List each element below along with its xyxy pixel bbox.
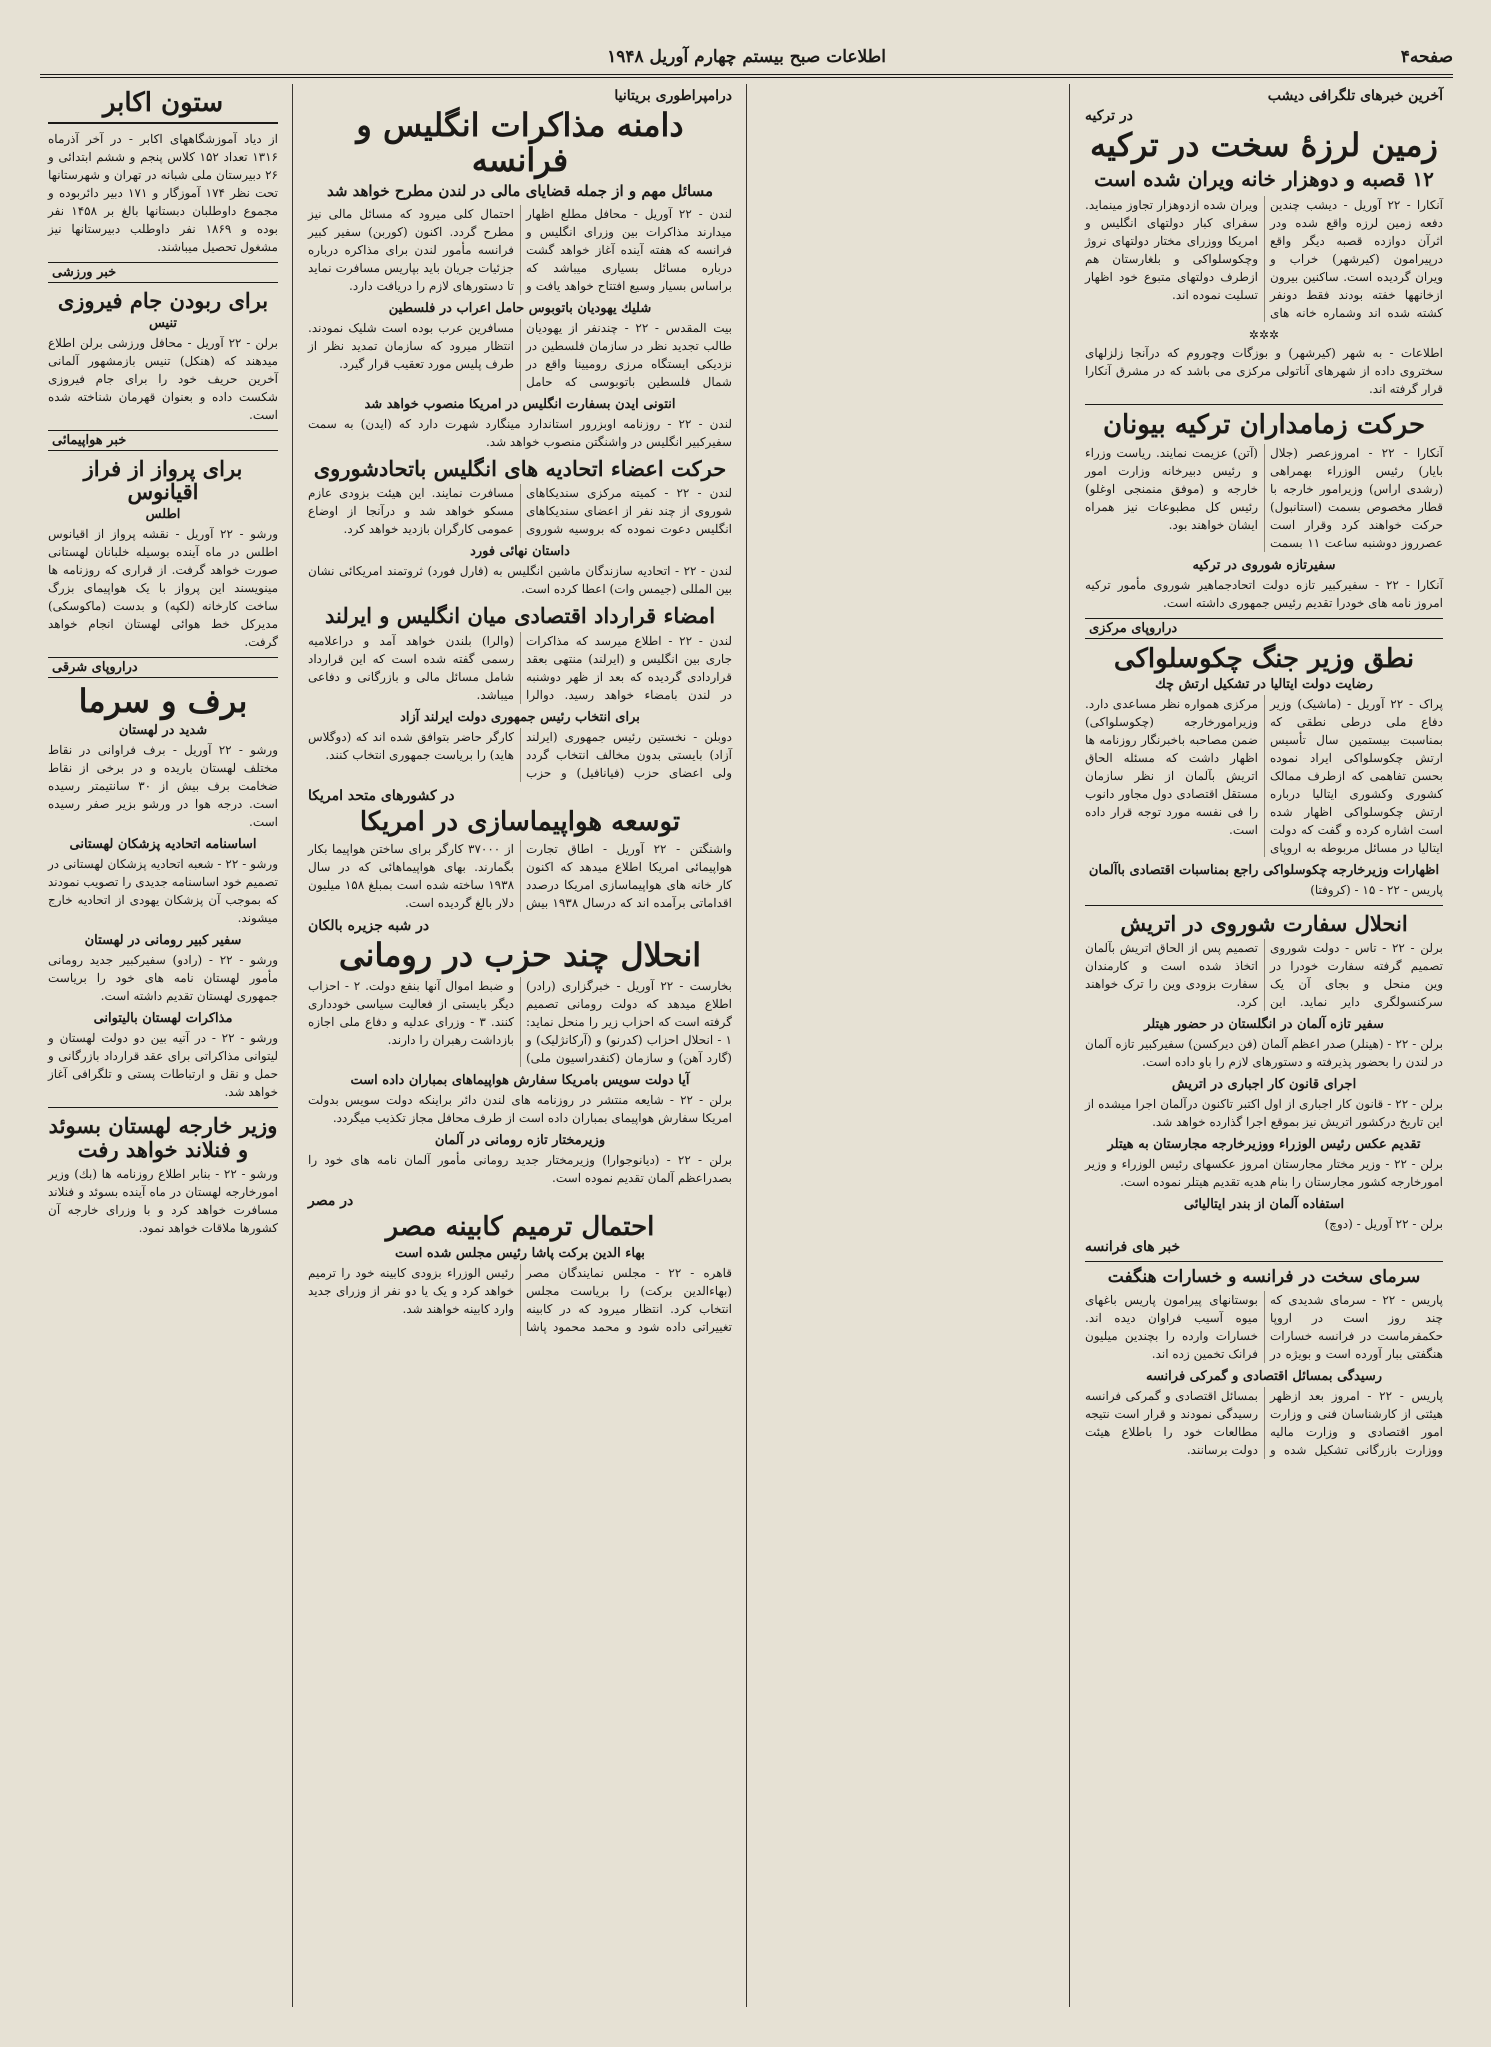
article-body: لندن - ۲۲ - اتحادیه سازندگان ماشین انگلیس به (فارل فورد) ثروتمند امریکائی نشان بین المللی (جیمس وات) اعطا کرده است. xyxy=(308,564,732,597)
headline-anglo-french-talks: دامنه مذاکرات انگلیس و فرانسه xyxy=(356,106,684,180)
article-body: پاریس - ۲۲ - ۱۵ - (کروفتا) xyxy=(1310,883,1443,898)
headline-turkish-leaders: حرکت زمامداران ترکیه بیونان xyxy=(1102,410,1426,441)
subheadline: اساسنامه اتحادیه پزشکان لهستانی xyxy=(69,837,257,853)
article-body: برلن - ۲۲ - قانون کار اجباری از اول اکتبر تاکنون درآلمان اجرا میشده از این تاریخ درکشور اتریش نیز بموقع اجرا گذارده خواهد شد. xyxy=(1085,1097,1443,1130)
headline-czech-minister: نطق وزیر جنگ چکوسلواکی xyxy=(1113,643,1415,674)
masthead: اطلاعات صبح بیستم چهارم آوریل ۱۹۴۸ xyxy=(607,47,886,67)
divider xyxy=(1085,905,1443,906)
article-body: دوبلن - نخستین رئیس جمهوری (ایرلند آزاد) بایستی بدون مخالف انتخاب گردد ولی اعضای حزب (فیانافیل) و حزب کارگر حاضر بتوافق شده اند که (دوگلاس هاید) را بریاست جمهوری انتخاب کنند. xyxy=(308,729,732,780)
article-body: برلن - ۲۲ آوریل - محافل ورزشی برلن اطلاع میدهند که (هنکل) تنیس بازمشهور آلمانی آخرین حریف خود را برای جام فیروزی شکست داده و بعنوان قهرمان شناخته شده است. xyxy=(48,336,278,423)
page-number: صفحه۴ xyxy=(1400,47,1453,67)
page-header xyxy=(40,40,1453,78)
subheadline: تنیس xyxy=(148,316,178,332)
article-body: برلن - ۲۲ - تاس - دولت شوروی تصمیم گرفته سفارت خودرا در وین منحل و بجای آن یک سرکنسولگری دایر نماید. این تصمیم پس از الحاق اتریش بآلمان اتخاذ شده است و کارمندان سفارت بزودی وین را ترک خواهند کرد. xyxy=(1085,941,1444,1010)
subheadline: بهاء الدین برکت پاشا رئیس مجلس شده است xyxy=(395,1245,645,1261)
subheadline: شدید در لهستان xyxy=(118,723,208,739)
section-label: در ترکیه xyxy=(1085,108,1133,124)
section-label: دراروپای مرکزی xyxy=(1085,618,1443,639)
subheadline: اطلس xyxy=(145,507,181,523)
subheadline: ۱۲ قصبه و دوهزار خانه ویران شده است xyxy=(1094,167,1434,192)
subheadline: رسیدگی بمسائل اقتصادی و گمرکی فرانسه xyxy=(1145,1369,1383,1385)
column-divider xyxy=(292,84,293,2007)
divider xyxy=(1085,1261,1443,1262)
headline-polish-fm: وزیر خارجه لهستان بسوئد و فنلاند خواهد رفت xyxy=(48,1113,278,1162)
article-body: بیت المقدس - ۲۲ - چندنفر از یهودیان طالب تجدید نظر در سازمان فلسطین در نزدیکی ایستگاه مرزی رومیینا واقع در شمال فلسطین باتوبوسی که حامل مسافرین عرب بوده است شلیک نمودند. انتظار میرود که سازمان تمدید نظر از طرف پلیس مورد تعقیب قرار گیرد. xyxy=(308,321,732,390)
article-body: ورشو - ۲۲ - شعبه اتحادیه پزشکان لهستانی در تصمیم خود اساسنامه جدیدی را تصویب نمودند که بموجب آن پزشکان یهودی از اتحادیه خارج میشوند. xyxy=(48,857,279,926)
subheadline: تقدیم عکس رئیس الوزراء ووزیرخارجه مجارستان به هیتلر xyxy=(1107,1137,1421,1153)
subheadline: سفیرتازه شوروی در ترکیه xyxy=(1192,557,1336,573)
headline-turkey-quake: زمین لرزهٔ سخت در ترکیه xyxy=(1090,126,1438,164)
article-body: ورشو - ۲۲ آوریل - برف فراوانی در نقاط مختلف لهستان باریده و در برخی از نقاط ضخامت برف بیش از ۳۰ سانتیمتر رسیده است. درجه هوا در ورشو بزیر صفر رسیده است. xyxy=(48,743,278,830)
headline-unions: حرکت اعضاء اتحادیه های انگلیس باتحادشوروی xyxy=(313,456,727,482)
article-body: لندن - ۲۲ آوریل - محافل مطلع اظهار میدارند مذاکرات بین وزرای انگلیس و فرانسه که هفته آینده آغاز خواهد گشت درباره مسائل بسیاری میباشد که براساس بسیار وسیع افتتاح خواهد یافت و احتمال کلی میرود که مسائل مالی نیز مطرح گردد. اکنون (کوربن) سفیر کبیر فرانسه مأمور لندن برای مذاکره درباره جزئیات جریان باید بپاریس مسافرت نماید تا دستورهای لازم را دریافت دارد. xyxy=(308,207,732,294)
article-body: واشنگتن - ۲۲ آوریل - اطاق تجارت هواپیمائی امریکا اطلاع میدهد که اکنون کار خانه های هواپیماسازی امریکا درصدد اقداماتی برآمده اند که درسال ۱۹۳۸ بیش از ۳۷۰۰۰ کارگر برای ساختن هواپیما بکار بگمارند. بهای هواپیماهائی که در سال ۱۹۳۸ ساخته شده است بمبلغ ۱۵۸ میلیون دلار بالغ گردیده است. xyxy=(308,842,732,911)
section-label: در کشورهای متحد امریکا xyxy=(308,787,455,804)
subheadline: سفیر تازه آلمان در انگلستان در حضور هیتلر xyxy=(1144,1017,1384,1033)
article-body: از دیاد آموزشگاههای اکابر - در آخر آذرماه ۱۳۱۶ تعداد ۱۵۲ کلاس پنجم و ششم ابتدائی و ۲۶ دبیرستان ملی شبانه در تهران و شهرستانها تحت نظر ۱۷۴ آموزگار و ۱۷۱ دبیر دائربوده و مجموع داوطلبان دبستانها بالغ بر ۱۴۵۸ نفر بوده و ۱۸۶۹ نفر داوطلب دبیرستانها نیز مشغول تحصیل میباشند. xyxy=(48,132,278,254)
subheadline: آیا دولت سویس بامریکا سفارش هواپیماهای بمباران داده است xyxy=(350,1073,690,1089)
article-body: برلن - ۲۲ - وزیر مختار مجارستان امروز عکسهای رئیس الوزراء و وزیر امورخارجه کشور مجارستان را بنام هدیه تقدیم هیتلر نموده است. xyxy=(1085,1157,1444,1190)
article-body: برلن - ۲۲ - شایعه منتشر در روزنامه های لندن دائر براینکه دولت سویس بدولت امریکا سفارش هواپیمای بمباران داده است از طرف محافل مجاز تکذیب میگردد. xyxy=(308,1093,733,1126)
article-body: لندن - ۲۲ - اطلاع میرسد که مذاکرات جاری بین انگلیس و (ایرلند) منتهی بعقد قراردادی گردیده که بعد از ظهر دوشنبه در لندن بامضاء خواهد رسید. دوالرا (والرا) بلندن خواهد آمد و دراعلامیه رسمی گفته شده است که این قرارداد شامل مسائل مالی و بازرگانی و دفاعی میباشد. xyxy=(308,633,732,702)
headline-france-cold: سرمای سخت در فرانسه و خسارات هنگفت xyxy=(1107,1267,1421,1288)
subheadline: مسائل مهم و از جمله قضایای مالی در لندن مطرح خواهد شد xyxy=(326,182,714,201)
section-label: درامپراطوری بریتانیا xyxy=(614,88,732,104)
headline-atlantic: برای پرواز از فراز اقیانوس xyxy=(83,456,243,505)
separator-stars: ✲✲✲ xyxy=(1248,328,1280,343)
column-adult-education xyxy=(38,84,288,2007)
subheadline: برای انتخاب رئیس جمهوری دولت ایرلند آزاد xyxy=(400,709,640,725)
article-body: ورشو - ۲۲ آوریل - نقشه پرواز از اقیانوس اطلس در ماه آینده بوسیله خلبانان لهستانی صورت خواهد گرفت. از قراری که روزنامه ها مینویسند این پرواز با یک هواپیمای بزرگ ساخت کارخانه (لکپه) و بدست (ماکوسکی) مدیرکل خط هوائی لهستان انجام خواهد گرفت. xyxy=(48,527,278,650)
subheadline: رضایت دولت ایتالیا در تشکیل ارتش چك xyxy=(1155,677,1373,693)
article-body: بخارست - ۲۲ آوریل - خبرگزاری (رادر) اطلاع میدهد که دولت رومانی تصمیم گرفته است که احزاب زیر را منحل نماید: ۱ - انحلال احزاب (کدرنو) و (آرکانژلیک) و (گارد آهن) و سازمان (کنفدراسیون ملی) و ضبط اموال آنها بنفع دولت. ۲ - احزاب دیگر بایستی از فعالیت سیاسی خودداری کنند. ۳ - وزرای عدلیه و دفاع ملی اجازه بازداشت رهبران را دارند. xyxy=(308,979,733,1066)
headline-austria: انحلال سفارت شوروی در اتریش xyxy=(1120,911,1408,937)
headline-romania-parties: انحلال چند حزب در رومانی xyxy=(338,936,702,975)
headline-tennis: برای ربودن جام فیروزی xyxy=(57,288,269,313)
column-header: ستون اکابر xyxy=(48,88,278,124)
column-empire-news xyxy=(298,84,742,2007)
article-body: ورشو - ۲۲ - (رادو) سفیرکبیر جدید رومانی مأمور لهستان نامه های خود را بریاست جمهوری لهستان تقدیم داشته است. xyxy=(48,953,278,1004)
subheadline: اجرای قانون کار اجباری در اتریش xyxy=(1171,1077,1357,1093)
headline-egypt-cabinet: احتمال ترمیم کابینه مصر xyxy=(385,1212,655,1243)
subheadline: انتونی ایدن بسفارت انگلیس در امریکا منصوب خواهد شد xyxy=(364,397,676,413)
article-body: قاهره - ۲۲ - مجلس نمایندگان مصر (بهاءالدین برکت) را بریاست مجلس انتخاب کرد. انتظار میرود که در کابینه تغییراتی داده شود و محمد محمود پاشا رئیس الوزراء بزودی کابینه خود را ترمیم خواهد کرد و یک یا دو نفر از وزرای جدید وارد کابینه خواهند شد. xyxy=(308,1265,732,1334)
section-label: خبر ورزشی xyxy=(48,262,278,283)
headline-us-aircraft: توسعه هواپیماسازی در امریکا xyxy=(359,806,681,837)
article-body: پاریس - ۲۲ - سرمای شدیدی که چند روز است در اروپا حکمفرماست در فرانسه خسارات هنگفتی ببار آورده است و بویژه در بوستانهای پیرامون پاریس باغهای میوه آسیب فراوان دیده اند. خسارات وارده را بچندین میلیون فرانک تخمین زده اند. xyxy=(1085,1293,1443,1362)
article-body: پاریس - ۲۲ - امروز بعد ازظهر هیئتی از کارشناسان فنی و وزارت امور اقتصادی و وزارت مالیه ووزارت بازرگانی تشکیل شده و بمسائل اقتصادی و گمرکی فرانسه رسیدگی نمودند و قرار است نتیجه مطالعات خود را باطلاع هیئت دولت برسانند. xyxy=(1085,1389,1443,1458)
article-body: برلن - ۲۲ - (دیانوجوارا) وزیرمختار جدید رومانی مأمور آلمان نامه های خود را بصدراعظم آلمان تقدیم نموده است. xyxy=(308,1153,733,1186)
article-body: برلن - ۲۲ آوریل - (دوچ) xyxy=(1324,1217,1443,1232)
article-body: ورشو - ۲۲ - در آتیه بین دو دولت لهستان و لیتوانی مذاکراتی برای عقد قرارداد بازرگانی و حمل و نقل و ارتباطات پستی و تلگرافی آغاز خواهد شد. xyxy=(48,1031,278,1100)
article-body: لندن - ۲۲ - کمیته مرکزی سندیکاهای شوروی از چند نفر از اعضای سندیکاهای انگلیس دعوت نموده که بروسیه شوروی مسافرت نمایند. این هیئت بزودی عازم مسکو خواهد شد و درآنجا از اوضاع عمومی کارگران بازدید خواهد کرد. xyxy=(308,486,732,537)
section-label: در شبه جزیره بالکان xyxy=(308,918,430,935)
article-body: پراک - ۲۲ آوریل - (ماشیک) وزیر دفاع ملی درطی نطقی که بمناسبت بیستمین سال تأسیس ارتش چکوسلواکی ایراد نموده بحسن تفاهمی که ازطرف ممالک کشوری وکشوری ایتالیا درباره ارتش چکوسلواکی اظهار شده است اشاره کرده و گفت که دولت ایتالیا در مسائل مربوطه به اروپای مرکزی همواره نظر مساعدی دارد. وزیرامورخارجه (چکوسلواکی) ضمن مصاحبه باخبرنگار روزنامه ها اظهار داشت که مسئله الحاق اتریش بآلمان از نظر سازمان مستقل اقتصادی دول مجاور دانوب را فی نفسه مورد توجه قرار داده است. xyxy=(1085,697,1444,856)
subheadline: وزیرمختار تازه رومانی در آلمان xyxy=(434,1133,606,1149)
column-divider xyxy=(746,84,747,2007)
divider xyxy=(1085,404,1443,405)
subheadline: شلیك یهودیان باتوبوس حامل اعراب در فلسطین xyxy=(388,301,652,317)
column-divider xyxy=(1069,84,1070,2007)
section-label: خبر هواپیمائی xyxy=(48,430,278,451)
subheadline: داستان نهائی فورد xyxy=(470,544,570,560)
article-body: آنکارا - ۲۲ - امروزعصر (جلال بایار) رئیس الوزراء بهمراهی (رشدی اراس) وزیرامور خارجه با قطار مخصوص بسمت (استانبول) حرکت خواهند کرد وقرار است عصرروز دوشنبه ساعت ۱۱ بسمت (آتن) عزیمت نمایند. ریاست وزراء و رئیس دبیرخانه وزارت امور خارجه و (موفق منمنجی اوغلو) رئیس کل مطبوعات نیز همراه ایشان خواهند بود. xyxy=(1085,445,1443,550)
section-label: دراروپای شرقی xyxy=(48,657,278,678)
subheadline: سفیر کبیر رومانی در لهستان xyxy=(84,933,242,949)
section-label: آخرین خبرهای تلگرافی دیشب xyxy=(1267,88,1443,104)
article-body: آنکارا - ۲۲ آوریل - دیشب چندین دفعه زمین لرزه واقع شده ودر اثرآن دوازده قصبه دیگر واقع درپیرامون (کیرشهر) خراب و ویران گردیده است. ساکنین بیرون ازخانهها خفته بودند فقط دونفر کشته شده اند وشماره خانه های ویران شده ازدوهزار تجاوز مینماید. سفرای کبار دولتهای انگلیس و امریکا ووزرای مختار دولتهای نروژ وچکوسلواکی و بلغارستان هم ازطرف دولتهای متبوع خود اظهار تسلیت نموده اند. xyxy=(1085,198,1443,321)
section-label: خبر های فرانسه xyxy=(1085,1239,1181,1256)
article-body: برلن - ۲۲ - (هینلر) صدر اعظم آلمان (فن دیرکسن) سفیرکبیر تازه آلمان در لندن را بحضور پذیرفته و دستورهای لازم را باو داده است. xyxy=(1085,1037,1444,1070)
column-world-news xyxy=(1075,84,1453,2007)
section-label: در مصر xyxy=(308,1193,354,1210)
headline-ireland-agreement: امضاء قرارداد اقتصادی میان انگلیس و ایرلند xyxy=(324,603,716,629)
divider xyxy=(48,1107,278,1108)
subheadline: اظهارات وزیرخارجه چکوسلواکی راجع بمناسبات اقتصادی باآلمان xyxy=(1088,863,1440,879)
headline-snow: برف و سرما xyxy=(78,682,248,721)
article-body: اطلاعات - به شهر (کیرشهر) و بوزگات وچوروم که درآنجا زلزلهای سختروی داده از شهرهای آناتولی مرکزی می باشد که در مشرق آنکارا قرار گرفته اند. xyxy=(1085,346,1443,397)
subheadline: مذاکرات لهستان بالیتوانی xyxy=(93,1011,233,1027)
article-body: آنکارا - ۲۲ - سفیرکبیر تازه دولت اتحادجماهیر شوروی مأمور ترکیه امروز نامه های خودرا تقدیم رئیس جمهوری داشته است. xyxy=(1085,577,1443,610)
article-body: لندن - ۲۲ - روزنامه اوبزرور استاندارد مینگارد شهرت دارد که (ایدن) به سمت سفیرکبیر انگلیس در واشنگتن منصوب خواهد شد. xyxy=(308,417,732,450)
article-body: ورشو - ۲۲ - بنابر اطلاع روزنامه ها (بك) وزیر امورخارجه لهستان در ماه آینده بسوئد و فنلاند مسافرت خواهد کرد و با وزرای خارجه آن کشورها ملاقات خواهد نمود. xyxy=(48,1166,278,1235)
subheadline: استفاده آلمان از بندر ایتالیائی xyxy=(1183,1197,1345,1213)
